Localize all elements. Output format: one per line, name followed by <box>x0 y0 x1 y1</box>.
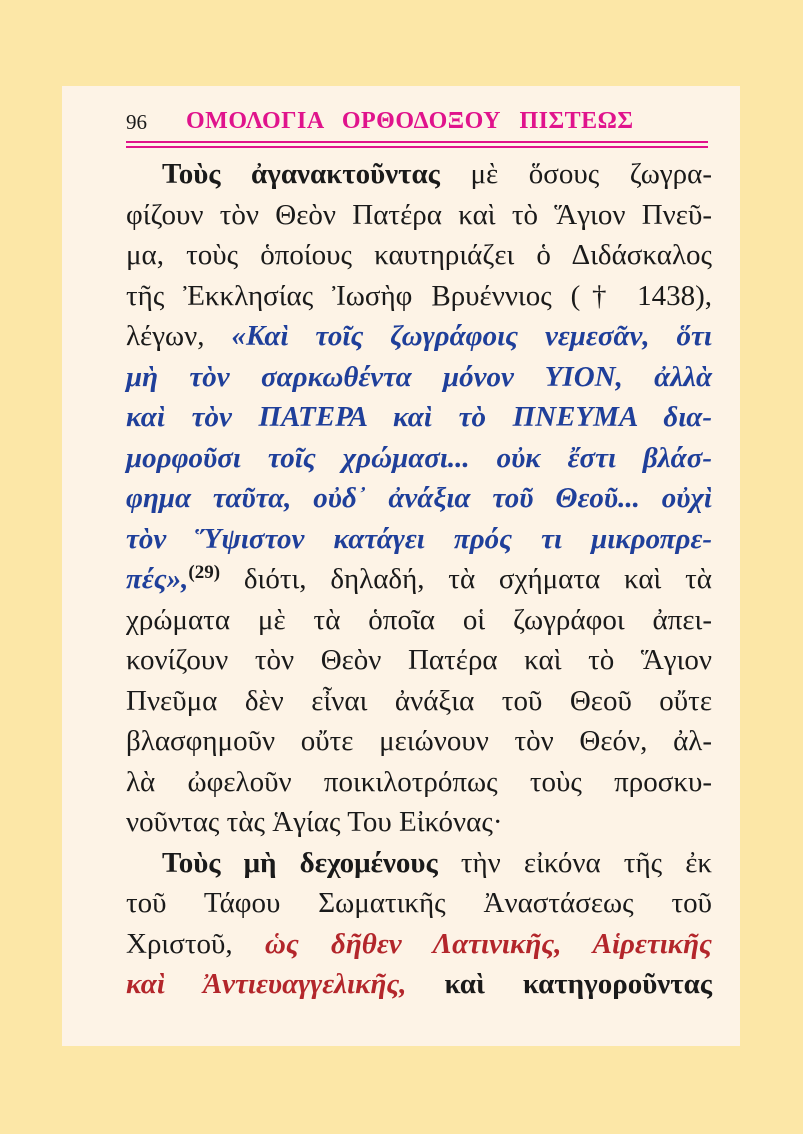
text-line <box>126 964 712 1005</box>
quote-line: μορφοῦσι τοῖς χρώμασι... οὐκ ἔστι βλάσ- <box>126 441 712 474</box>
emphasis-span: ὡς δῆθεν Λατινικῆς, Αἱρετικῆς <box>264 927 712 960</box>
text-line <box>126 924 712 965</box>
text-span: Χριστοῦ, <box>126 927 265 960</box>
page-header <box>126 108 706 138</box>
emphasis-span: καὶ Ἀντιευαγγελικῆς, <box>126 968 407 1000</box>
body-text <box>126 154 712 1005</box>
bold-phrase: καὶ κατηγοροῦντας <box>406 968 713 1000</box>
header-rule-bottom <box>126 146 708 148</box>
quote-line: φημα ταῦτα, οὐδ᾽ ἀνάξια τοῦ Θεοῦ... οὐχὶ <box>126 482 712 514</box>
quote-line: καὶ τὸν ΠΑΤΕΡΑ καὶ τὸ ΠΝΕΥΜΑ δια- <box>126 401 712 433</box>
text-line: κονίζουν τὸν Θεὸν Πατέρα καὶ τὸ Ἅγιον <box>126 644 712 676</box>
text-line <box>126 559 712 600</box>
quote-line: μὴ τὸν σαρκωθέντα μόνον ΥΙΟΝ, ἀλλὰ <box>126 360 712 393</box>
text-line <box>126 316 712 357</box>
text-span: λέγων, <box>126 320 232 352</box>
text-line: φίζουν τὸν Θεὸν Πατέρα καὶ τὸ Ἅγιον Πνεῦ- <box>126 198 712 231</box>
text-line: βλασφημοῦν οὔτε μειώνουν τὸν Θεόν, ἀλ- <box>126 725 712 757</box>
running-title: ΟΜΟΛΟΓΙΑ ΟΡΘΟΔΟΞΟΥ ΠΙΣΤΕΩΣ <box>186 108 634 134</box>
book-page <box>62 86 740 1046</box>
quote-line: τὸν Ὕψιστον κατάγει πρός τι μικροπρε- <box>126 522 712 555</box>
header-rule-top <box>126 141 708 143</box>
text-line: Πνεῦμα δὲν εἶναι ἀνάξια τοῦ Θεοῦ οὔτε <box>126 684 712 717</box>
quote-span: πές», <box>126 563 189 595</box>
bold-phrase: Τοὺς μὴ δεχομένους <box>162 846 438 879</box>
bold-phrase: Τοὺς ἀγανακτοῦντας <box>162 158 440 190</box>
text-line: λὰ ὠφελοῦν ποικιλοτρόπως τοὺς προσκυ- <box>126 765 712 798</box>
footnote-marker: (29) <box>188 562 221 583</box>
text-line: νοῦντας τὰς Ἁγίας Του Εἰκόνας· <box>126 806 503 838</box>
text-span: τὴν εἰκόνα τῆς ἐκ <box>437 846 713 879</box>
text-span: μὲ ὅσους ζωγρα- <box>439 158 712 190</box>
text-line <box>126 154 712 195</box>
text-line: μα, τοὺς ὁποίους καυτηριάζει ὁ Διδάσκαλος <box>126 239 712 271</box>
quote-span: «Καὶ τοῖς ζωγράφοις νεμεσᾶν, ὅτι <box>231 320 712 352</box>
text-span: διότι, δηλαδή, τὰ σχήματα καὶ τὰ <box>220 563 712 595</box>
text-line <box>126 843 712 884</box>
text-line: τοῦ Τάφου Σωματικῆς Ἀναστάσεως τοῦ <box>126 887 712 919</box>
text-line: χρώματα μὲ τὰ ὁποῖα οἱ ζωγράφοι ἀπει- <box>126 603 712 636</box>
page-number: 96 <box>126 110 147 134</box>
text-line: τῆς Ἐκκλησίας Ἰωσὴφ Βρυέννιος († 1438), <box>126 279 712 312</box>
